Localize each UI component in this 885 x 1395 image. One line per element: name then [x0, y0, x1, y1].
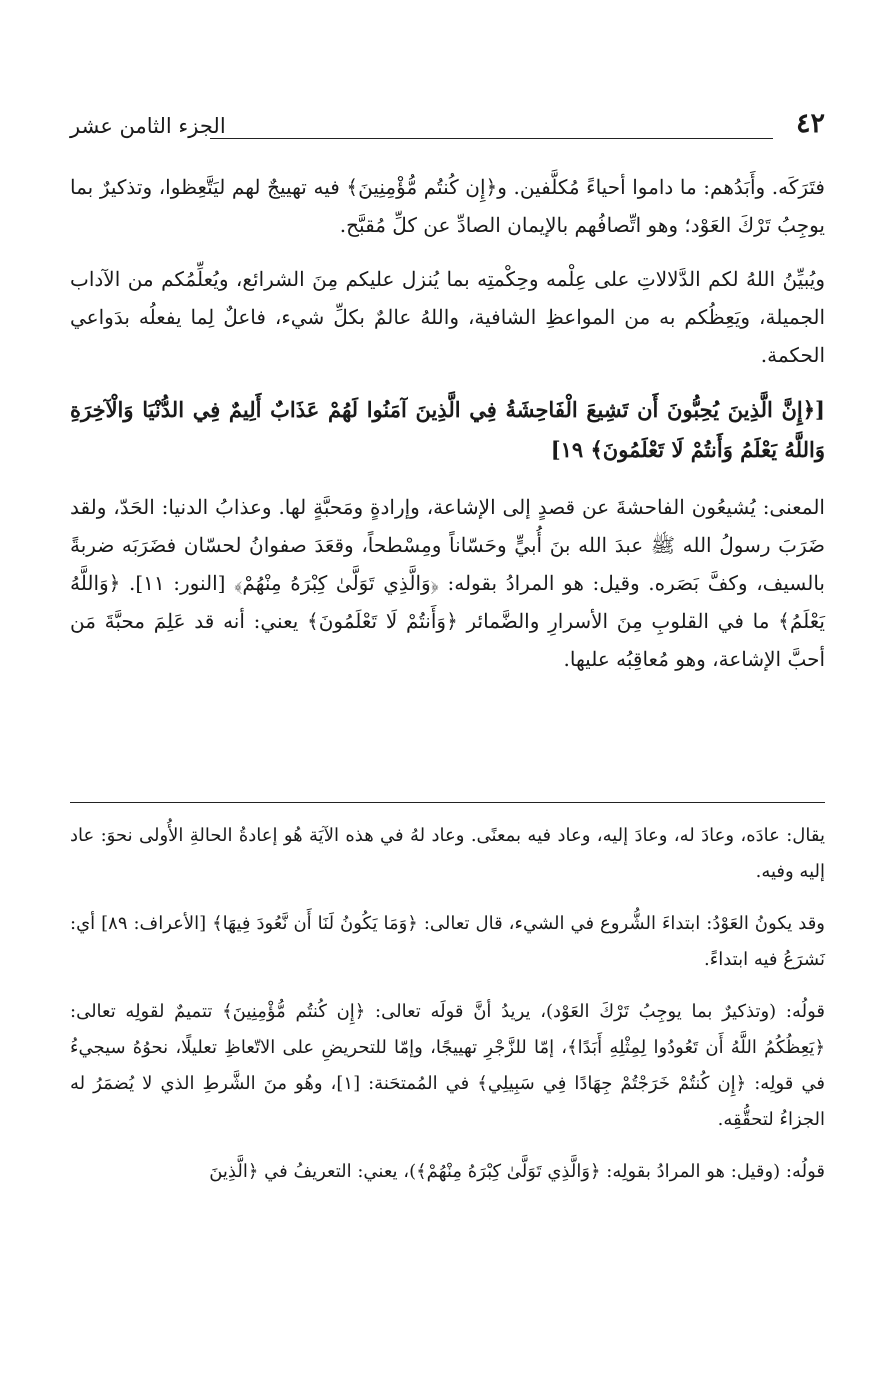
paragraph-2: ويُبيِّنُ اللهُ لكم الدَّلالاتِ على عِلْمه وحِكْمتِه بما يُنزل عليكم مِنَ الشرائع، ويُعلِّمُكم من الآداب الجميلة، ويَعِظُكم به من المواعظِ الشافية، واللهُ عالمٌ بكلِّ شيء، فاعلٌ لِما يفعلُه بدَواعي الحكمة. [70, 267, 826, 367]
note-1: يقال: عادَه، وعادَ له، وعادَ إليه، وعاد فيه بمعنًى. وعاد لهُ في هذه الآيَة هُو إعادةُ الحالةِ الأُولى نحوَ: عاد إليه وفيه. [70, 825, 825, 882]
page-header [70, 108, 825, 148]
book-page [70, 0, 825, 1395]
quran-verse: [﴿إِنَّ الَّذِينَ يُحِبُّونَ أَن تَشِيعَ الْفَاحِشَةُ فِي الَّذِينَ آمَنُوا لَهُمْ عَذَابٌ أَلِيمٌ فِي الدُّنْيَا وَالْآخِرَةِ وَاللَّهُ يَعْلَمُ وَأَنتُمْ لَا تَعْلَمُونَ﴾ ١٩] [70, 397, 825, 462]
main-text [70, 168, 825, 694]
paragraph-3: المعنى: يُشيعُون الفاحشةَ عن قصدٍ إلى الإشاعة، وإرادةٍ ومَحبَّةٍ لها. وعذابُ الدنيا: الحَدّ، ولقد ضَرَبَ رسولُ الله ﷺ عبدَ الله بنَ أُبيٍّ وحَسّاناً ومِسْطحاً، وقعَدَ صفوانُ لحسّان فضَرَبَه ضربةً بالسيف، وكفَّ بَصَره. وقيل: هو المرادُ بقوله: ﴿وَالَّذِي تَوَلَّىٰ كِبْرَهُ مِنْهُمْ﴾ [النور: ١١]. ﴿وَاللَّهُ يَعْلَمُ﴾ ما في القلوبِ مِنَ الأسرارِ والضَّمائر ﴿وَأَنتُمْ لَا تَعْلَمُونَ﴾ يعني: أنه قد عَلِمَ محبَّةَ مَن أحبَّ الإشاعة، وهو مُعاقِبُه عليها. [70, 495, 825, 671]
part-title: الجزء الثامن عشر [70, 114, 226, 138]
page-number: ٤٢ [795, 108, 825, 139]
footnote-divider [70, 802, 825, 803]
commentary-notes [70, 818, 825, 1206]
paragraph-1: فتَرَكَه. وأَبَدُهم: ما داموا أحياءً مُكلَّفين. و﴿إِن كُنتُم مُّؤْمِنِينَ﴾ فيه تهييجٌ لهم ليَتَّعِظوا، وتذكيرٌ بما يوجِبُ تَرْكَ العَوْد؛ وهو اتِّصافُهم بالإيمان الصادِّ عن كلِّ مُقبَّح. [70, 175, 825, 237]
note-4: قولُه: (وقيل: هو المرادُ بقولِه: ﴿وَالَّذِي تَوَلَّىٰ كِبْرَهُ مِنْهُمْ﴾)، يعني: التعريفُ في ﴿الَّذِينَ [209, 1161, 825, 1182]
header-rule [210, 138, 773, 139]
note-2: وقد يكونُ العَوْدُ: ابتداءَ الشُّروع في الشيء، قال تعالى: ﴿وَمَا يَكُونُ لَنَا أَن نَّعُودَ فِيهَا﴾ [الأعراف: ٨٩] أي: نَشرَعُ فيه ابتداءً. [70, 913, 825, 970]
note-3: قولُه: (وتذكيرٌ بما يوجِبُ تَرْكَ العَوْد)، يريدُ أنَّ قولَه تعالى: ﴿إِن كُنتُم مُّؤْمِنِينَ﴾ تتميمٌ لقولِه تعالى: ﴿يَعِظُكُمُ اللَّهُ أَن تَعُودُوا لِمِثْلِهِ أَبَدًا﴾، إمّا للزَّجْرِ تهييجًا، وإمّا للتحريضِ على الاتّعاظِ تعليلًا، نحوُهُ سيجيءُ في قولِه: ﴿إِن كُنتُمْ خَرَجْتُمْ جِهَادًا فِي سَبِيلِي﴾ في المُمتحَنة: [١]، وهُو منَ الشَّرطِ الذي لا يُضمَرُ له الجزاءُ لتحقُّقِه. [70, 1001, 825, 1130]
